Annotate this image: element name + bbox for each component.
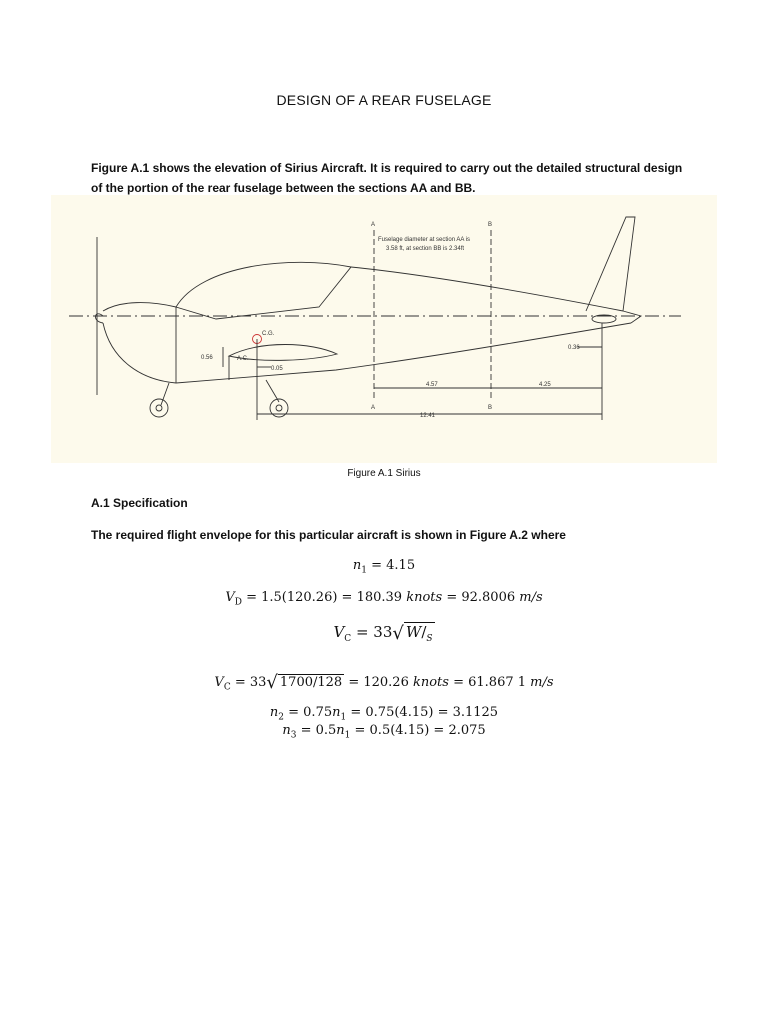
eq-n1-rhs: = 4.15: [371, 558, 416, 573]
dim-036-label: 0.36: [568, 345, 580, 351]
intro-line-2: of the portion of the rear fuselage between the sections AA and BB.: [91, 181, 476, 195]
figure-caption: Figure A.1 Sirius: [347, 468, 421, 479]
equation-n2: $n_2 = 0.75n_1 = 0.75(4.15) = 3.1125$: [269, 705, 499, 723]
eq-vc2-radicand: 1700/128: [279, 675, 343, 690]
equation-vc-value: $V_C = 33√$ 1700/128 = 120.26 knots = 61.867 1 m/s: [214, 672, 554, 693]
fuselage-lower: [176, 323, 631, 383]
eq-vc-coef: = 33: [355, 623, 393, 641]
envelope-paragraph: The required flight envelope for this particular aircraft is shown in Figure A.2 where: [91, 528, 566, 542]
intro-line-1: Figure A.1 shows the elevation of Sirius Aircraft. It is required to carry out the detailed structural design: [91, 161, 683, 175]
fuselage-upper: [351, 267, 623, 311]
cg-label: C.G.: [262, 331, 275, 337]
eq-vc2-knots: knots: [412, 675, 449, 690]
eq-n3-rhs2: = 0.5(4.15) = 2.075: [354, 723, 486, 738]
nose-wheel: [150, 399, 168, 417]
section-a-bottom: A: [371, 405, 376, 411]
section-a-top: A: [371, 222, 376, 228]
nose-lower: [103, 323, 176, 383]
main-gear-strut: [266, 380, 279, 402]
equation-n3: $n_3 = 0.5n_1 = 0.5(4.15) = 2.075$: [282, 723, 486, 741]
tail-fin: [586, 217, 635, 311]
nose-upper: [103, 303, 176, 311]
ac-label: A.C.: [237, 356, 249, 362]
aircraft-elevation-figure: [51, 195, 717, 463]
dim-005-label: 0.05: [271, 366, 283, 372]
canopy: [176, 262, 351, 319]
dim-425-label: 4.25: [539, 382, 551, 388]
section-b-top: B: [488, 222, 493, 228]
section-heading: A.1 Specification: [91, 496, 188, 510]
eq-n3-rhs: = 0.5: [300, 723, 337, 738]
fuselage-note-line-2: 3.58 ft, at section BB is 2.34ft: [386, 246, 465, 252]
eq-vd-rhs2: = 92.8006: [446, 590, 516, 605]
eq-vd-knots: knots: [406, 590, 443, 605]
eq-vd-rhs: = 1.5(120.26) = 180.39: [246, 590, 403, 605]
eq-vc2-result: = 120.26: [348, 675, 409, 690]
fuselage-note-line-1: Fuselage diameter at section AA is: [378, 237, 471, 243]
dim-056-label: 0.56: [201, 355, 213, 361]
section-b-bottom: B: [488, 405, 493, 411]
eq-vc2-coef: = 33: [234, 675, 267, 690]
eq-vc2-ms: m/s: [530, 675, 554, 690]
eq-n2-rhs2: = 0.75(4.15) = 3.1125: [350, 705, 499, 720]
equation-vc-formula: $V_C = 33√$ $W/_S$: [333, 623, 433, 644]
page-title: DESIGN OF A REAR FUSELAGE: [276, 92, 492, 108]
equation-n1: $n_1 = 4.15$: [352, 558, 416, 576]
intro-paragraph: [91, 158, 691, 198]
equation-vd: $V_D = 1.5(120.26) = 180.39$ knots = 92.8006 m/s: [225, 590, 543, 608]
dim-457-label: 4.57: [426, 382, 438, 388]
eq-vd-ms: m/s: [519, 590, 543, 605]
eq-vc2-rhs2: = 61.867 1: [453, 675, 527, 690]
tail-cone: [623, 311, 641, 323]
aircraft-drawing: [51, 195, 717, 463]
eq-n2-rhs: = 0.75: [288, 705, 333, 720]
dim-1241-label: 12.41: [420, 413, 436, 419]
